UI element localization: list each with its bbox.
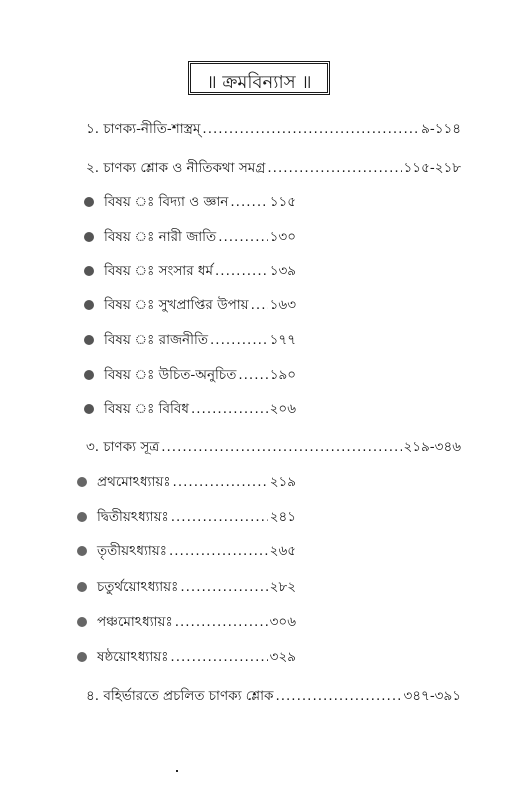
chapter-label: দ্বিতীয়ঽধ্যায়ঃ [97,509,169,525]
chapter-entry[interactable] [77,473,296,491]
chapter-label: ষষ্ঠয়োঽধ্যায়ঃ [97,649,169,665]
bullet-icon [77,546,87,556]
bullet-icon [77,582,87,592]
leader-dots [238,366,267,384]
leader-dots [161,438,401,456]
chapter-page: ২৪১ [269,509,296,525]
topic-page: ১১৫ [269,194,296,210]
leader-dots [251,296,268,314]
topic-entry[interactable] [84,262,296,280]
bullet-icon [84,232,94,242]
title-frame [188,61,330,95]
toc-entry-page: ২১৯-৩৪৬ [403,439,461,455]
toc-entry-label: ৩. চাণক্য সূত্র [86,439,160,455]
chapter-page: ৩২৯ [269,649,296,665]
bullet-icon [84,404,94,414]
chapter-entry[interactable] [77,648,296,666]
topic-label: বিষয় ঃ নারী জাতি [104,229,217,245]
topic-label: বিষয় ঃ সুখপ্রাপ্তির উপায় [104,297,249,313]
leader-dots [267,159,401,177]
chapter-label: তৃতীয়ঽধ্যায়ঃ [97,543,167,559]
leader-dots [173,473,268,491]
bullet-icon [77,652,87,662]
toc-entry-label: ৪. বহির্ভারতে প্রচলিত চাণক্য শ্লোক [86,688,274,704]
bullet-icon [77,617,87,627]
topic-entry[interactable] [84,331,296,349]
leader-dots [180,578,267,596]
toc-entry-4[interactable] [86,687,461,705]
leader-dots [230,193,267,211]
toc-entry-page: ৯-১১৪ [421,121,461,137]
toc-entry-2[interactable] [86,159,461,177]
topic-entry[interactable] [84,228,296,246]
topic-label: বিষয় ঃ সংসার ধর্ম [104,263,213,279]
ink-speck [176,770,178,772]
bullet-icon [77,477,87,487]
topic-entry[interactable] [84,400,296,418]
chapter-entry[interactable] [77,613,296,631]
topic-label: বিষয় ঃ বিদ্যা ও জ্ঞান [104,194,229,210]
topic-entry[interactable] [84,296,296,314]
toc-entry-1[interactable] [86,120,461,138]
topic-label: বিষয় ঃ বিবিধ [104,401,189,417]
chapter-label: পঞ্চমোঽধ্যায়ঃ [97,614,173,630]
topic-label: বিষয় ঃ রাজনীতি [104,332,208,348]
chapter-entry[interactable] [77,542,296,560]
toc-entry-page: ৩৪৭-৩৯১ [403,688,461,704]
topic-page: ১৩৯ [269,263,296,279]
leader-dots [210,331,268,349]
bullet-icon [84,370,94,380]
topic-page: ২০৬ [269,401,296,417]
leader-dots [218,228,267,246]
topic-label: বিষয় ঃ উচিত-অনুচিত [104,367,237,383]
leader-dots [169,542,268,560]
topic-entry[interactable] [84,366,296,384]
toc-entry-page: ১১৫-২১৮ [403,160,461,176]
page-title: ॥ ক্রমবিন্যাস ॥ [206,72,312,93]
topic-entry[interactable] [84,193,296,211]
bullet-icon [84,300,94,310]
leader-dots [215,262,268,280]
leader-dots [171,508,268,526]
topic-page: ১৬৩ [269,297,296,313]
bullet-icon [77,512,87,522]
topic-page: ১৯০ [269,367,296,383]
bullet-icon [84,266,94,276]
leader-dots [275,687,401,705]
chapter-page: ৩০৬ [269,614,296,630]
chapter-label: চতুর্থয়োঽধ্যায়ঃ [97,579,179,595]
leader-dots [175,613,268,631]
bullet-icon [84,197,94,207]
topic-page: ১৩০ [269,229,296,245]
toc-entry-label: ২. চাণক্য শ্লোক ও নীতিকথা সমগ্র [86,160,266,176]
chapter-entry[interactable] [77,508,296,526]
topic-page: ১৭৭ [269,332,296,348]
chapter-entry[interactable] [77,578,296,596]
leader-dots [191,400,268,418]
chapter-page: ২৮২ [269,579,296,595]
chapter-page: ২১৯ [269,474,296,490]
toc-entry-3[interactable] [86,438,461,456]
bullet-icon [84,335,94,345]
chapter-page: ২৬৫ [269,543,296,559]
chapter-label: প্রথমোঽধ্যায়ঃ [97,474,171,490]
leader-dots [170,648,267,666]
toc-entry-label: ১. চাণক্য-নীতি-শাস্ত্রম্ [86,121,201,137]
leader-dots [202,120,419,138]
